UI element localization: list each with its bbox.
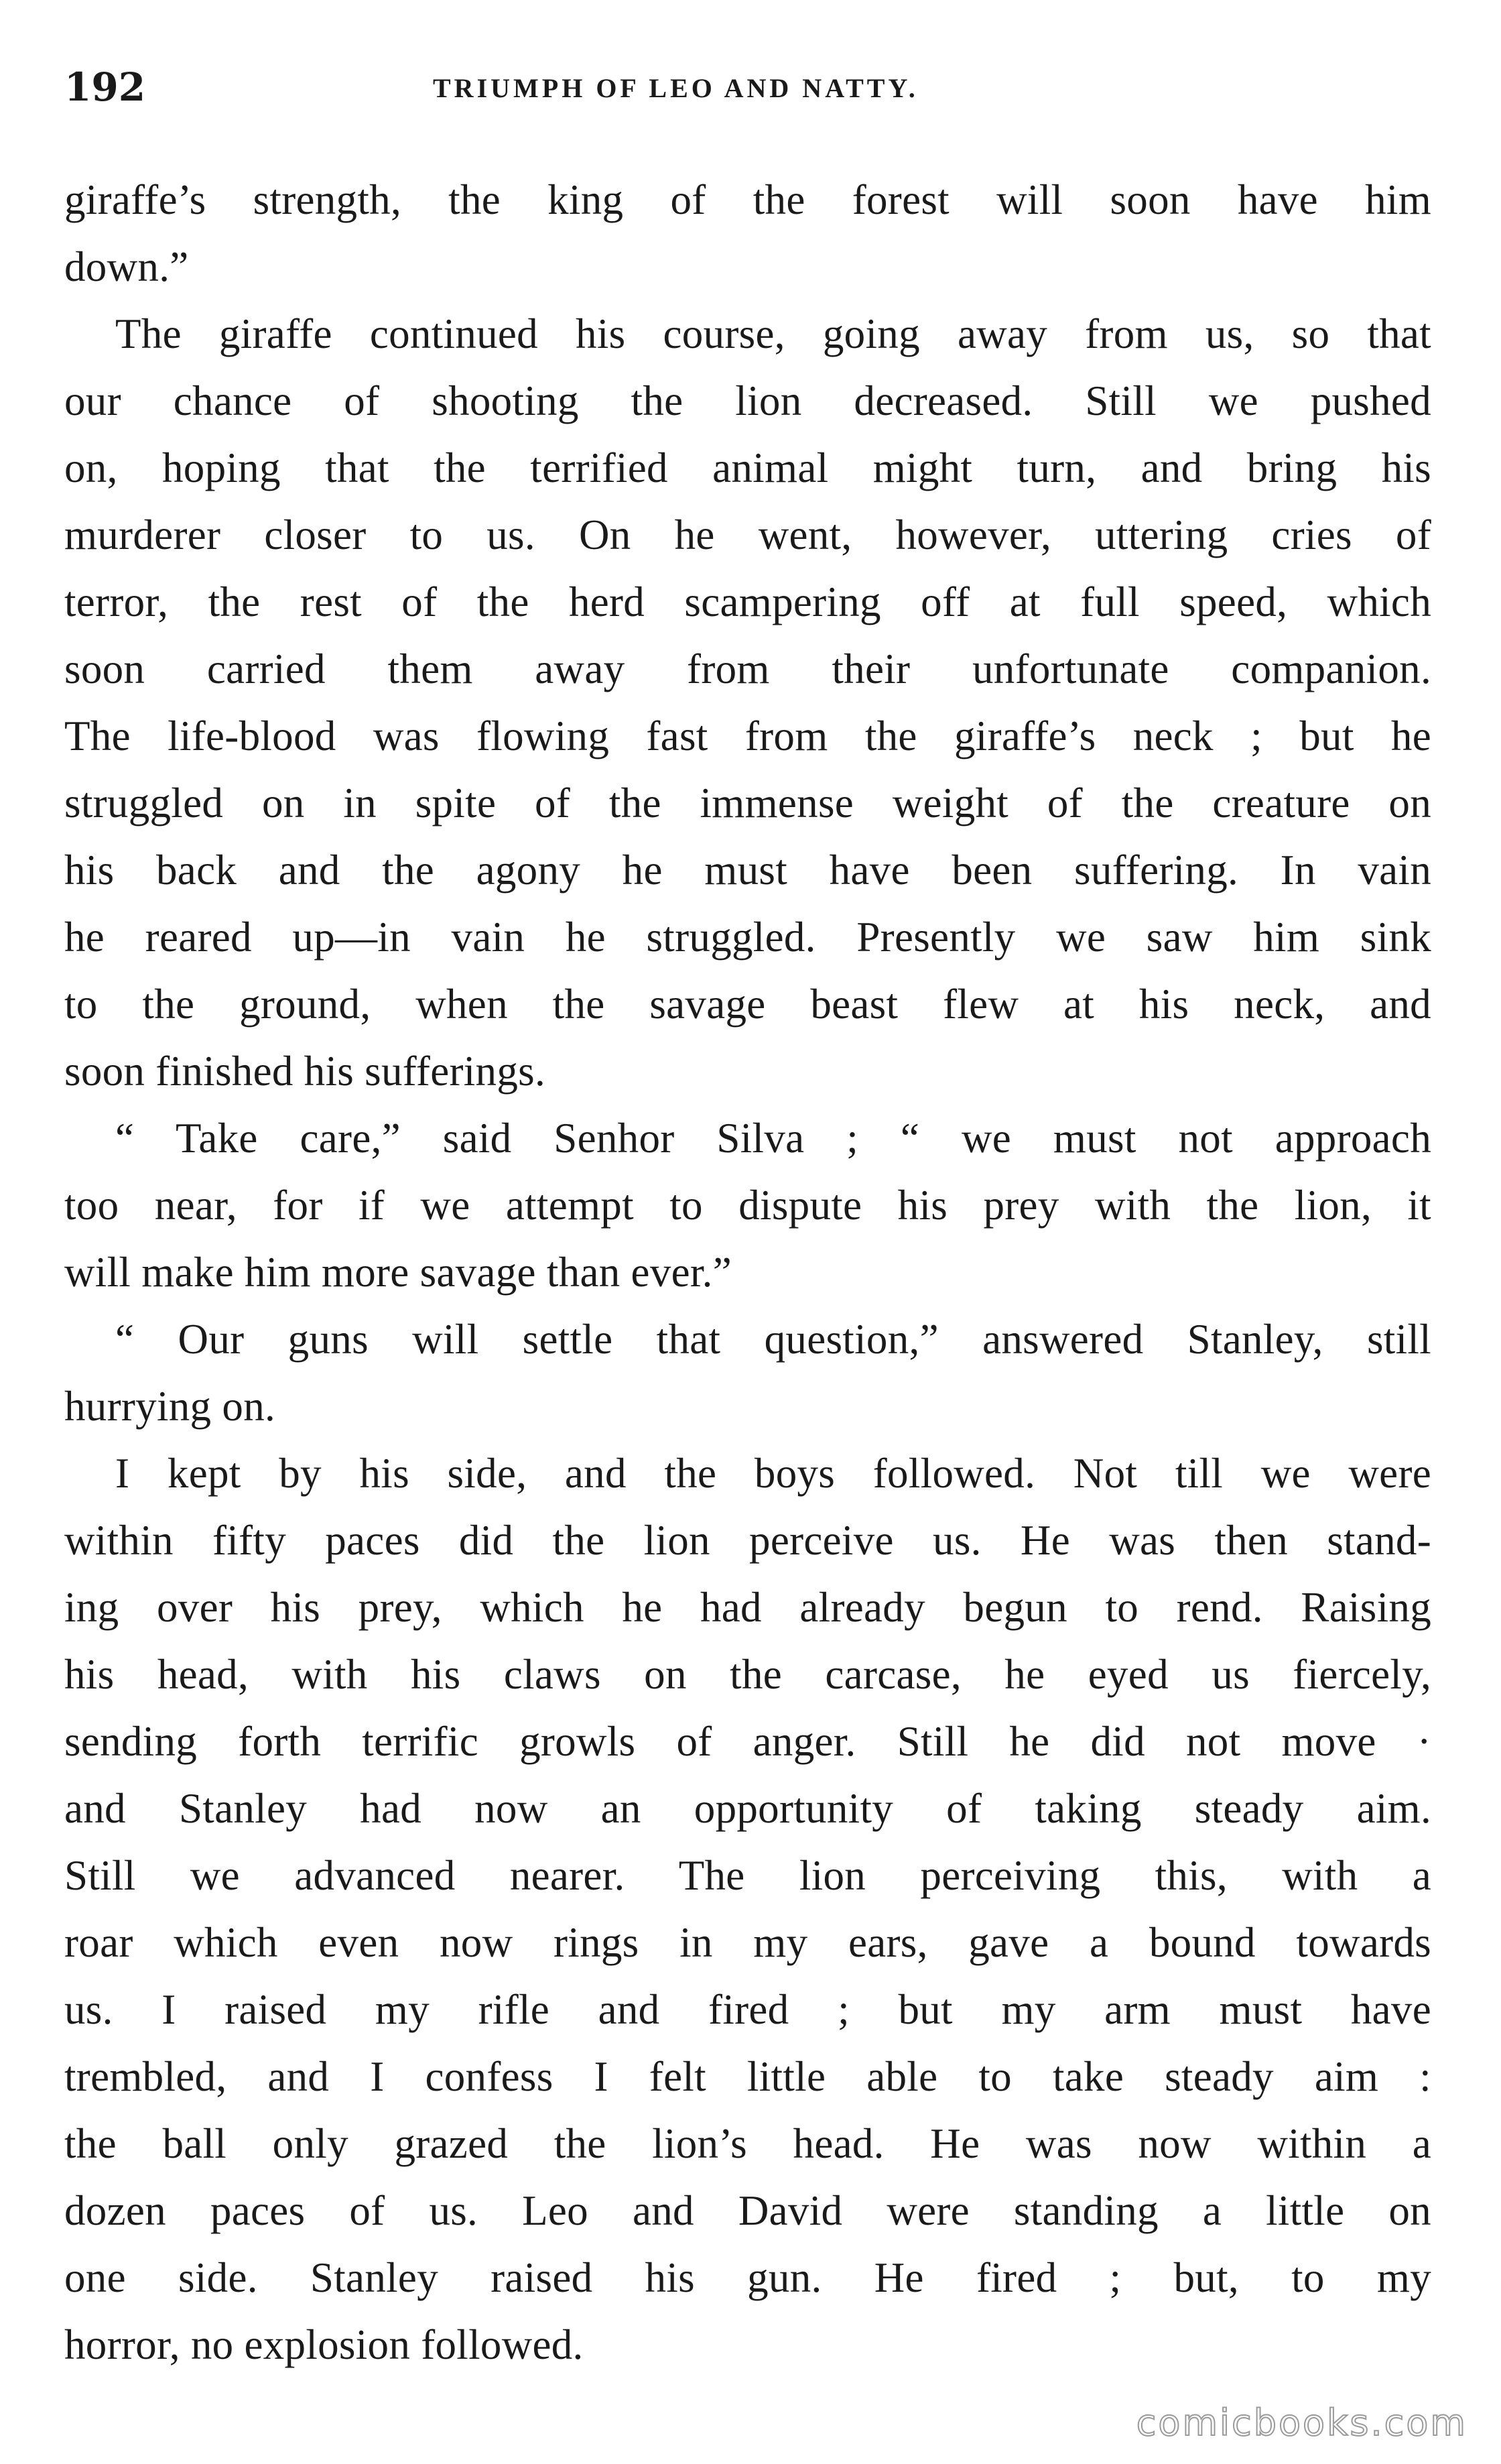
body-text	[64, 166, 1431, 2378]
text-line: trembled, and I confess I felt little able to take steady aim :	[64, 2053, 1431, 2100]
text-line: his back and the agony he must have been suffering. In vain	[64, 847, 1431, 894]
text-line: us. I raised my rifle and fired ; but my arm must have	[64, 1986, 1431, 2033]
text-line: “ Our guns will settle that question,” answered Stanley, still	[115, 1316, 1431, 1363]
text-line: I kept by his side, and the boys followed. Not till we were	[115, 1450, 1431, 1497]
text-line: sending forth terrific growls of anger. Still he did not move ·	[64, 1718, 1431, 1765]
text-line: The giraffe continued his course, going away from us, so that	[115, 310, 1431, 357]
text-line: the ball only grazed the lion’s head. He was now within a	[64, 2120, 1431, 2167]
text-line: and Stanley had now an opportunity of taking steady aim.	[64, 1785, 1431, 1832]
text-line: Still we advanced nearer. The lion perceiving this, with a	[64, 1852, 1431, 1899]
text-line: one side. Stanley raised his gun. He fired ; but, to my	[64, 2254, 1431, 2301]
text-line: giraffe’s strength, the king of the forest will soon have him	[64, 176, 1431, 223]
page-header	[64, 60, 1431, 114]
text-line: soon carried them away from their unfortunate companion.	[64, 645, 1431, 692]
text-line: struggled on in spite of the immense weight of the creature on	[64, 780, 1431, 826]
text-line: on, hoping that the terrified animal might turn, and bring his	[64, 444, 1431, 491]
text-line: The life-blood was flowing fast from the giraffe’s neck ; but he	[64, 713, 1431, 759]
text-line: his head, with his claws on the carcase, he eyed us fiercely,	[64, 1651, 1431, 1698]
text-line: hurrying on.	[64, 1383, 276, 1430]
text-line: horror, no explosion followed.	[64, 2321, 584, 2368]
text-line: terror, the rest of the herd scampering off at full speed, which	[64, 578, 1431, 625]
text-line: he reared up—in vain he struggled. Presently we saw him sink	[64, 914, 1431, 961]
site-watermark: comicbooks.com	[1136, 2402, 1467, 2444]
text-line: within fifty paces did the lion perceive us. He was then stand-	[64, 1517, 1431, 1564]
page-number: 192	[64, 64, 146, 110]
text-line: will make him more savage than ever.”	[64, 1249, 732, 1296]
text-line: our chance of shooting the lion decreased. Still we pushed	[64, 377, 1431, 424]
text-line: too near, for if we attempt to dispute his prey with the lion, it	[64, 1182, 1431, 1229]
text-line: dozen paces of us. Leo and David were standing a little on	[64, 2187, 1431, 2234]
text-line: to the ground, when the savage beast flew at his neck, and	[64, 981, 1431, 1028]
text-line: soon finished his sufferings.	[64, 1048, 546, 1095]
text-line: murderer closer to us. On he went, however, uttering cries of	[64, 511, 1431, 558]
text-line: ing over his prey, which he had already begun to rend. Raising	[64, 1584, 1431, 1631]
text-line: “ Take care,” said Senhor Silva ; “ we must not approach	[115, 1115, 1431, 1162]
text-line: down.”	[64, 243, 189, 290]
text-line: roar which even now rings in my ears, gave a bound towards	[64, 1919, 1431, 1966]
running-head: TRIUMPH OF LEO AND NATTY.	[433, 73, 919, 103]
